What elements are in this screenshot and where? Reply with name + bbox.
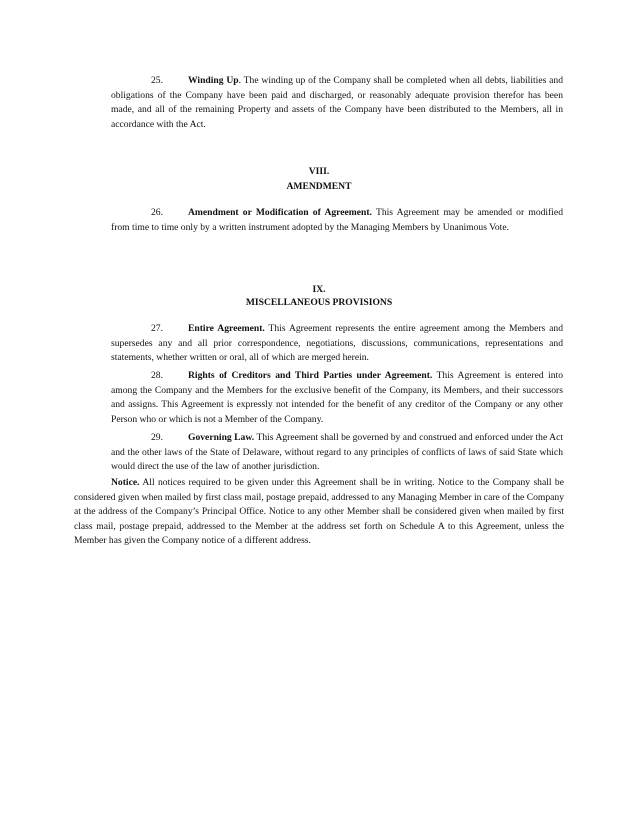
section-27-number: 27.: [151, 323, 163, 334]
section-25: [111, 74, 563, 132]
section-25-paragraph: [111, 74, 563, 132]
section-29-heading: Governing Law.: [188, 432, 255, 443]
article-8-title: AMENDMENT: [286, 181, 352, 192]
section-25-number: 25.: [151, 75, 163, 86]
section-27-heading: Entire Agreement.: [188, 323, 265, 334]
notice-heading: Notice.: [111, 477, 140, 488]
section-26-number: 26.: [151, 207, 163, 218]
section-25-heading: Winding Up: [188, 75, 239, 86]
article-9-numeral: IX.: [312, 284, 326, 295]
section-26-paragraph: [111, 206, 563, 235]
section-28-number: 28.: [151, 370, 163, 381]
article-9-title: MISCELLANEOUS PROVISIONS: [245, 297, 393, 308]
section-29: [111, 431, 563, 475]
section-26: [111, 206, 563, 235]
section-29-paragraph: [111, 431, 563, 475]
section-28-paragraph: [111, 369, 563, 427]
section-28-text: This Agreement is entered into among the Company and the Members for the exclusive benefit of the Company, its Members, and their successors and assigns. This Agreement is expressly not intended for the benefit of any creditor of the Company or any other Person who or which is not a Member of the Company.: [111, 370, 563, 425]
section-27: [111, 322, 563, 366]
section-29-number: 29.: [151, 432, 163, 443]
notice-text: All notices required to be given under this Agreement shall be in writing. Notice to the Company shall be considered given when mailed by first class mail, postage prepaid, addressed to any Managing Member in care of the Company at the address of the Company’s Principal Office. Notice to any other Member shall be considered given when mailed by first class mail, postage prepaid, addressed to the Member at the address set forth on Schedule A to this Agreement, unless the Member has given the Company notice of a different address.: [74, 477, 564, 547]
section-27-text: This Agreement represents the entire agreement among the Members and supersedes any and all prior correspondence, negotiations, discussions, communications, representations and statements, whether written or oral, all of which are merged herein.: [111, 323, 564, 364]
section-26-text: This Agreement may be amended or modified from time to time only by a written instrument adopted by the Managing Members by Unanimous Vote.: [111, 207, 563, 233]
section-27-paragraph: [111, 322, 563, 366]
section-26-heading: Amendment or Modification of Agreement.: [188, 207, 372, 218]
notice-section: [74, 476, 564, 549]
article-8-numeral: VIII.: [308, 166, 330, 177]
section-29-text: This Agreement shall be governed by and construed and enforced under the Act and the other laws of the State of Delaware, without regard to any principles of conflicts of laws of said State which would direct the use of the law of another jurisdiction.: [111, 432, 563, 473]
section-28-heading: Rights of Creditors and Third Parties under Agreement.: [188, 370, 433, 381]
section-25-text: . The winding up of the Company shall be completed when all debts, liabilities and obligations of the Company have been paid and discharged, or reasonably adequate provision therefor has been made, and all of the remaining Property and assets of the Company have been distributed to the Members, all in accordance with the Act.: [111, 75, 563, 130]
notice-paragraph: [74, 476, 564, 549]
section-28: [111, 369, 563, 427]
